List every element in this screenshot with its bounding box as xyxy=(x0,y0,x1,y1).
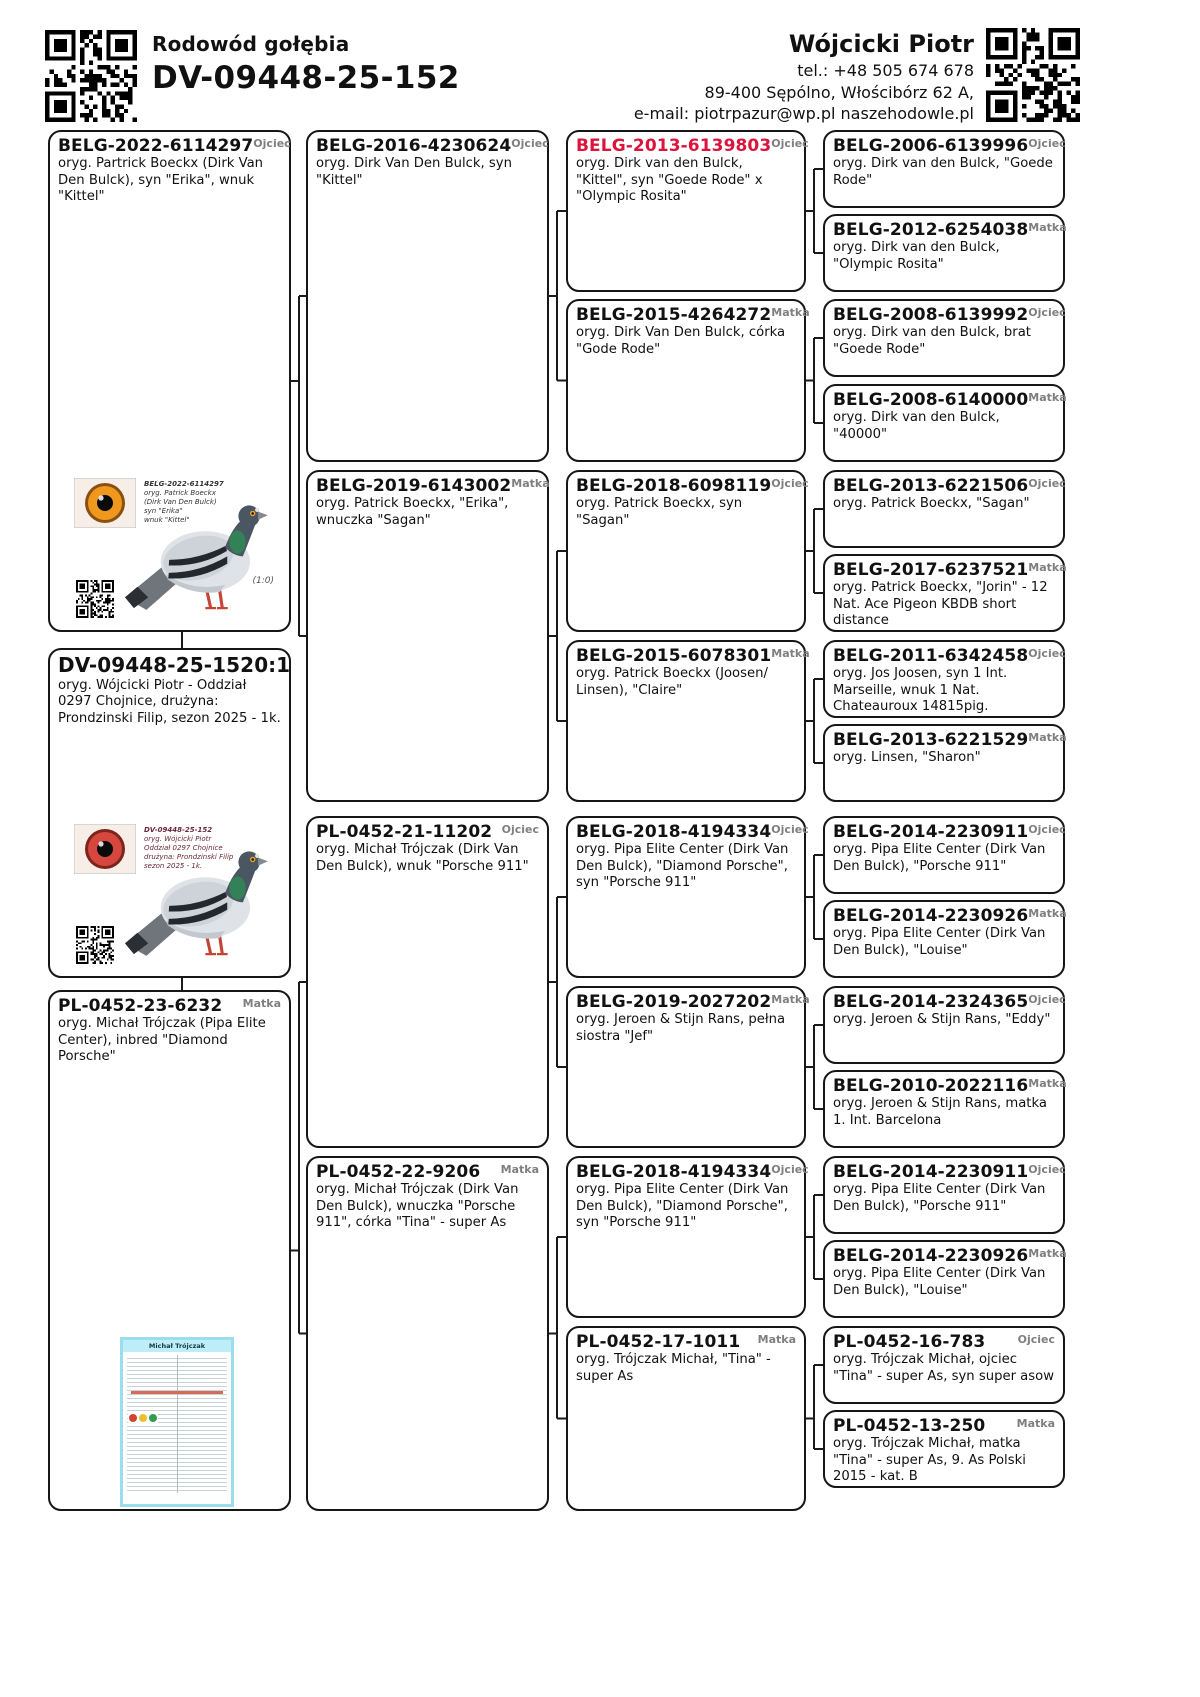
box-belg-2018-6098119 xyxy=(566,470,809,632)
box-subject-dv-09448-25-152 xyxy=(48,648,291,978)
relation-label: Matka xyxy=(1028,1247,1067,1260)
pigeon-description: oryg. Dirk van den Bulck, "Kittel", syn "Goede Rode" x "Olympic Rosita" xyxy=(576,156,763,205)
ring-number: PL-0452-23-6232 xyxy=(58,996,223,1016)
pigeon-description: oryg. Linsen, "Sharon" xyxy=(833,750,981,766)
ring-number: BELG-2016-4230624 xyxy=(316,136,512,156)
relation-label: Ojciec xyxy=(511,137,549,150)
document-title: Rodowód gołębia xyxy=(152,32,350,56)
pigeon-description: oryg. Trójczak Michał, matka "Tina" - super As, 9. As Polski 2015 - kat. B xyxy=(833,1436,1026,1485)
box-belg-2006-6139996 xyxy=(823,130,1065,208)
pigeon-description: oryg. Trójczak Michał, ojciec "Tina" - super As, syn super asow xyxy=(833,1352,1054,1384)
pigeon-description: oryg. Patrick Boeckx (Joosen/ Linsen), "Claire" xyxy=(576,666,768,698)
pigeon-description: oryg. Pipa Elite Center (Dirk Van Den Bulck), "Porsche 911" xyxy=(833,1182,1046,1214)
pigeon-description: oryg. Dirk van den Bulck, "Olympic Rosita" xyxy=(833,240,1000,272)
ring-number: BELG-2011-6342458 xyxy=(833,646,1029,666)
relation-label: Ojciec xyxy=(253,137,291,150)
box-belg-2014-2324365 xyxy=(823,986,1065,1064)
owner-address: 89-400 Sępólno, Włościbórz 62 A, xyxy=(704,82,974,102)
ring-number: PL-0452-17-1011 xyxy=(576,1332,741,1352)
pigeon-image xyxy=(116,838,284,972)
box-belg-2018-4194334-b xyxy=(566,1156,809,1318)
ring-number: BELG-2013-6221529 xyxy=(833,730,1029,750)
ring-number: BELG-2018-4194334 xyxy=(576,1162,772,1182)
relation-label: Matka xyxy=(1028,907,1067,920)
ring-number: BELG-2014-2230926 xyxy=(833,1246,1029,1266)
ring-number: BELG-2018-6098119 xyxy=(576,476,772,496)
owner-phone: tel.: +48 505 674 678 xyxy=(797,61,974,80)
box-belg-2019-6143002 xyxy=(306,470,549,802)
ring-number: BELG-2006-6139996 xyxy=(833,136,1029,156)
box-belg-2019-2027202 xyxy=(566,986,810,1148)
pigeon-photo-father xyxy=(68,476,284,626)
certificate-title: Michał Trójczak xyxy=(123,1340,231,1352)
box-belg-2014-2230926-a xyxy=(823,900,1065,978)
relation-label: Ojciec xyxy=(771,477,809,490)
ring-number: BELG-2015-4264272 xyxy=(576,305,772,325)
pigeon-description: oryg. Dirk Van Den Bulck, córka "Gode Rode" xyxy=(576,325,786,357)
box-belg-2015-4264272 xyxy=(566,299,810,462)
relation-label: Ojciec xyxy=(1028,306,1066,319)
box-belg-2010-2022116 xyxy=(823,1070,1065,1148)
owner-name: Wójcicki Piotr xyxy=(788,30,974,58)
pigeon-description: oryg. Wójcicki Piotr - Oddział 0297 Chojnice, drużyna: Prondzinski Filip, sezon 2025 - 1k. xyxy=(58,677,281,726)
pigeon-description: oryg. Pipa Elite Center (Dirk Van Den Bulck), "Porsche 911" xyxy=(833,842,1046,874)
pigeon-description: oryg. Dirk Van Den Bulck, syn "Kittel" xyxy=(316,156,512,188)
relation-label: Ojciec xyxy=(771,823,809,836)
relation-label: Matka xyxy=(1016,1417,1055,1430)
ring-number: BELG-2022-6114297 xyxy=(58,136,254,156)
pigeon-description: oryg. Dirk van den Bulck, "Goede Rode" xyxy=(833,156,1053,188)
box-belg-2013-6221506 xyxy=(823,470,1065,548)
ring-number: BELG-2008-6139992 xyxy=(833,305,1029,325)
relation-label: Ojciec xyxy=(1028,647,1066,660)
qr-code-photo-subject xyxy=(76,926,114,964)
box-pl-0452-13-250 xyxy=(823,1410,1065,1488)
pigeon-description: oryg. Michał Trójczak (Dirk Van Den Bulck), wnuk "Porsche 911" xyxy=(316,842,529,874)
pigeon-description: oryg. Trójczak Michał, "Tina" - super As xyxy=(576,1352,771,1384)
ring-number: PL-0452-16-783 xyxy=(833,1332,986,1352)
qr-code-photo-father xyxy=(76,580,114,618)
ring-number: BELG-2014-2230926 xyxy=(833,906,1029,926)
box-belg-2008-6139992 xyxy=(823,299,1065,377)
certificate-body xyxy=(127,1355,227,1493)
box-pl-0452-16-783 xyxy=(823,1326,1065,1404)
relation-label: Matka xyxy=(511,477,550,490)
ring-number: BELG-2013-6221506 xyxy=(833,476,1029,496)
photo-caption: DV-09448-25-152 oryg. Wójcicki Piotr Oddział 0297 Chojnice drużyna: Prondzinski Filip sezon 2025 - 1k. xyxy=(144,826,234,871)
relation-label: Matka xyxy=(1028,561,1067,574)
relation-label: Matka xyxy=(757,1333,796,1346)
relation-label: Matka xyxy=(771,647,810,660)
qr-code-left xyxy=(45,30,137,122)
ring-number: DV-09448-25-152 xyxy=(58,653,255,677)
relation-label: Ojciec xyxy=(1028,823,1066,836)
pigeon-description: oryg. Dirk van den Bulck, brat "Goede Rode" xyxy=(833,325,1031,357)
certificate-thumbnail xyxy=(120,1337,234,1507)
pigeon-description: oryg. Pipa Elite Center (Dirk Van Den Bulck), "Louise" xyxy=(833,1266,1046,1298)
pigeon-description: oryg. Jeroen & Stijn Rans, pełna siostra "Jef" xyxy=(576,1012,786,1044)
pigeon-image xyxy=(116,492,284,626)
pigeon-photo-subject xyxy=(68,822,284,972)
owner-email: e-mail: piotrpazur@wp.pl naszehodowle.pl xyxy=(633,104,974,124)
box-pl-0452-17-1011 xyxy=(566,1326,806,1511)
pigeon-description: oryg. Patrick Boeckx, syn "Sagan" xyxy=(576,496,743,528)
relation-label: Ojciec xyxy=(1028,477,1066,490)
box-pl-0452-22-9206 xyxy=(306,1156,549,1511)
pigeon-description: oryg. Jos Joosen, syn 1 Int. Marseille, wnuk 1 Nat. Chateauroux 14815pig. xyxy=(833,666,1008,715)
relation-label: Matka xyxy=(242,997,281,1010)
pigeon-description: oryg. Partrick Boeckx (Dirk Van Den Bulck), syn "Erika", wnuk "Kittel" xyxy=(58,156,264,205)
relation-label: Matka xyxy=(771,993,810,1006)
box-belg-2014-2230911-a xyxy=(823,816,1065,894)
pigeon-description: oryg. Jeroen & Stijn Rans, matka 1. Int. Barcelona xyxy=(833,1096,1047,1128)
relation-label: Ojciec xyxy=(771,1163,809,1176)
relation-label: Matka xyxy=(1028,1077,1067,1090)
pigeon-description: oryg. Patrick Boeckx, "Jorin" - 12 Nat. Ace Pigeon KBDB short distance xyxy=(833,580,1048,629)
box-belg-2014-2230926-b xyxy=(823,1240,1065,1318)
pigeon-description: oryg. Patrick Boeckx, "Erika", wnuczka "Sagan" xyxy=(316,496,509,528)
ring-number: BELG-2017-6237521 xyxy=(833,560,1029,580)
title-block xyxy=(152,32,460,96)
ring-number: PL-0452-13-250 xyxy=(833,1416,986,1436)
box-belg-2014-2230911-b xyxy=(823,1156,1065,1234)
pigeon-description: oryg. Dirk van den Bulck, "40000" xyxy=(833,410,1000,442)
relation-label: Ojciec xyxy=(1028,1163,1066,1176)
ring-number: BELG-2018-4194334 xyxy=(576,822,772,842)
pigeon-description: oryg. Michał Trójczak (Pipa Elite Center), inbred "Diamond Porsche" xyxy=(58,1016,266,1065)
pigeon-description: oryg. Michał Trójczak (Dirk Van Den Bulck), wnuczka "Porsche 911", córka "Tina" - super As xyxy=(316,1182,519,1231)
photo-note: (1:0) xyxy=(252,576,274,586)
ring-number: BELG-2014-2324365 xyxy=(833,992,1029,1012)
relation-label: Matka xyxy=(1028,391,1067,404)
box-belg-2022-6114297 xyxy=(48,130,291,632)
ring-number: BELG-2013-6139803 xyxy=(576,136,772,156)
pigeon-description: oryg. Jeroen & Stijn Rans, "Eddy" xyxy=(833,1012,1051,1028)
ring-number: BELG-2012-6254038 xyxy=(833,220,1029,240)
box-belg-2013-6221529 xyxy=(823,724,1065,802)
ring-number: BELG-2014-2230911 xyxy=(833,822,1029,842)
relation-label: Ojciec xyxy=(1017,1333,1055,1346)
ring-number: PL-0452-22-9206 xyxy=(316,1162,481,1182)
box-belg-2011-6342458 xyxy=(823,640,1065,718)
ring-number: BELG-2010-2022116 xyxy=(833,1076,1029,1096)
relation-label: Ojciec xyxy=(1028,993,1066,1006)
box-belg-2017-6237521 xyxy=(823,554,1065,632)
box-belg-2018-4194334-a xyxy=(566,816,809,978)
relation-label: Ojciec xyxy=(501,823,539,836)
certificate-stamps xyxy=(128,1413,158,1423)
pigeon-description: oryg. Pipa Elite Center (Dirk Van Den Bulck), "Louise" xyxy=(833,926,1046,958)
photo-caption: BELG-2022-6114297 oryg. Patrick Boeckx (Dirk Van Den Bulck) syn "Erika" wnuk "Kittel" xyxy=(144,480,224,525)
relation-label: Matka xyxy=(771,306,810,319)
box-pl-0452-21-11202 xyxy=(306,816,549,1148)
ring-number: PL-0452-21-11202 xyxy=(316,822,493,842)
pigeon-description: oryg. Patrick Boeckx, "Sagan" xyxy=(833,496,1030,512)
box-pl-0452-23-6232 xyxy=(48,990,291,1511)
box-belg-2016-4230624 xyxy=(306,130,549,462)
qr-code-right xyxy=(986,28,1080,122)
score-value: 0:1 xyxy=(254,653,291,677)
ring-number: BELG-2015-6078301 xyxy=(576,646,772,666)
box-belg-2013-6139803 xyxy=(566,130,809,292)
relation-label: Ojciec xyxy=(771,137,809,150)
ring-number: BELG-2019-2027202 xyxy=(576,992,772,1012)
relation-label: Ojciec xyxy=(1028,137,1066,150)
ring-number: BELG-2008-6140000 xyxy=(833,390,1029,410)
owner-contact-block xyxy=(634,30,974,125)
ring-number: BELG-2014-2230911 xyxy=(833,1162,1029,1182)
document-ring-number: DV-09448-25-152 xyxy=(152,60,460,96)
pigeon-description: oryg. Pipa Elite Center (Dirk Van Den Bulck), "Diamond Porsche", syn "Porsche 911" xyxy=(576,842,789,891)
box-belg-2015-6078301 xyxy=(566,640,810,802)
relation-label: Matka xyxy=(500,1163,539,1176)
pigeon-description: oryg. Pipa Elite Center (Dirk Van Den Bulck), "Diamond Porsche", syn "Porsche 911" xyxy=(576,1182,789,1231)
box-belg-2012-6254038 xyxy=(823,214,1065,292)
relation-label: Matka xyxy=(1028,731,1067,744)
relation-label: Matka xyxy=(1028,221,1067,234)
box-belg-2008-6140000 xyxy=(823,384,1065,462)
ring-number: BELG-2019-6143002 xyxy=(316,476,512,496)
